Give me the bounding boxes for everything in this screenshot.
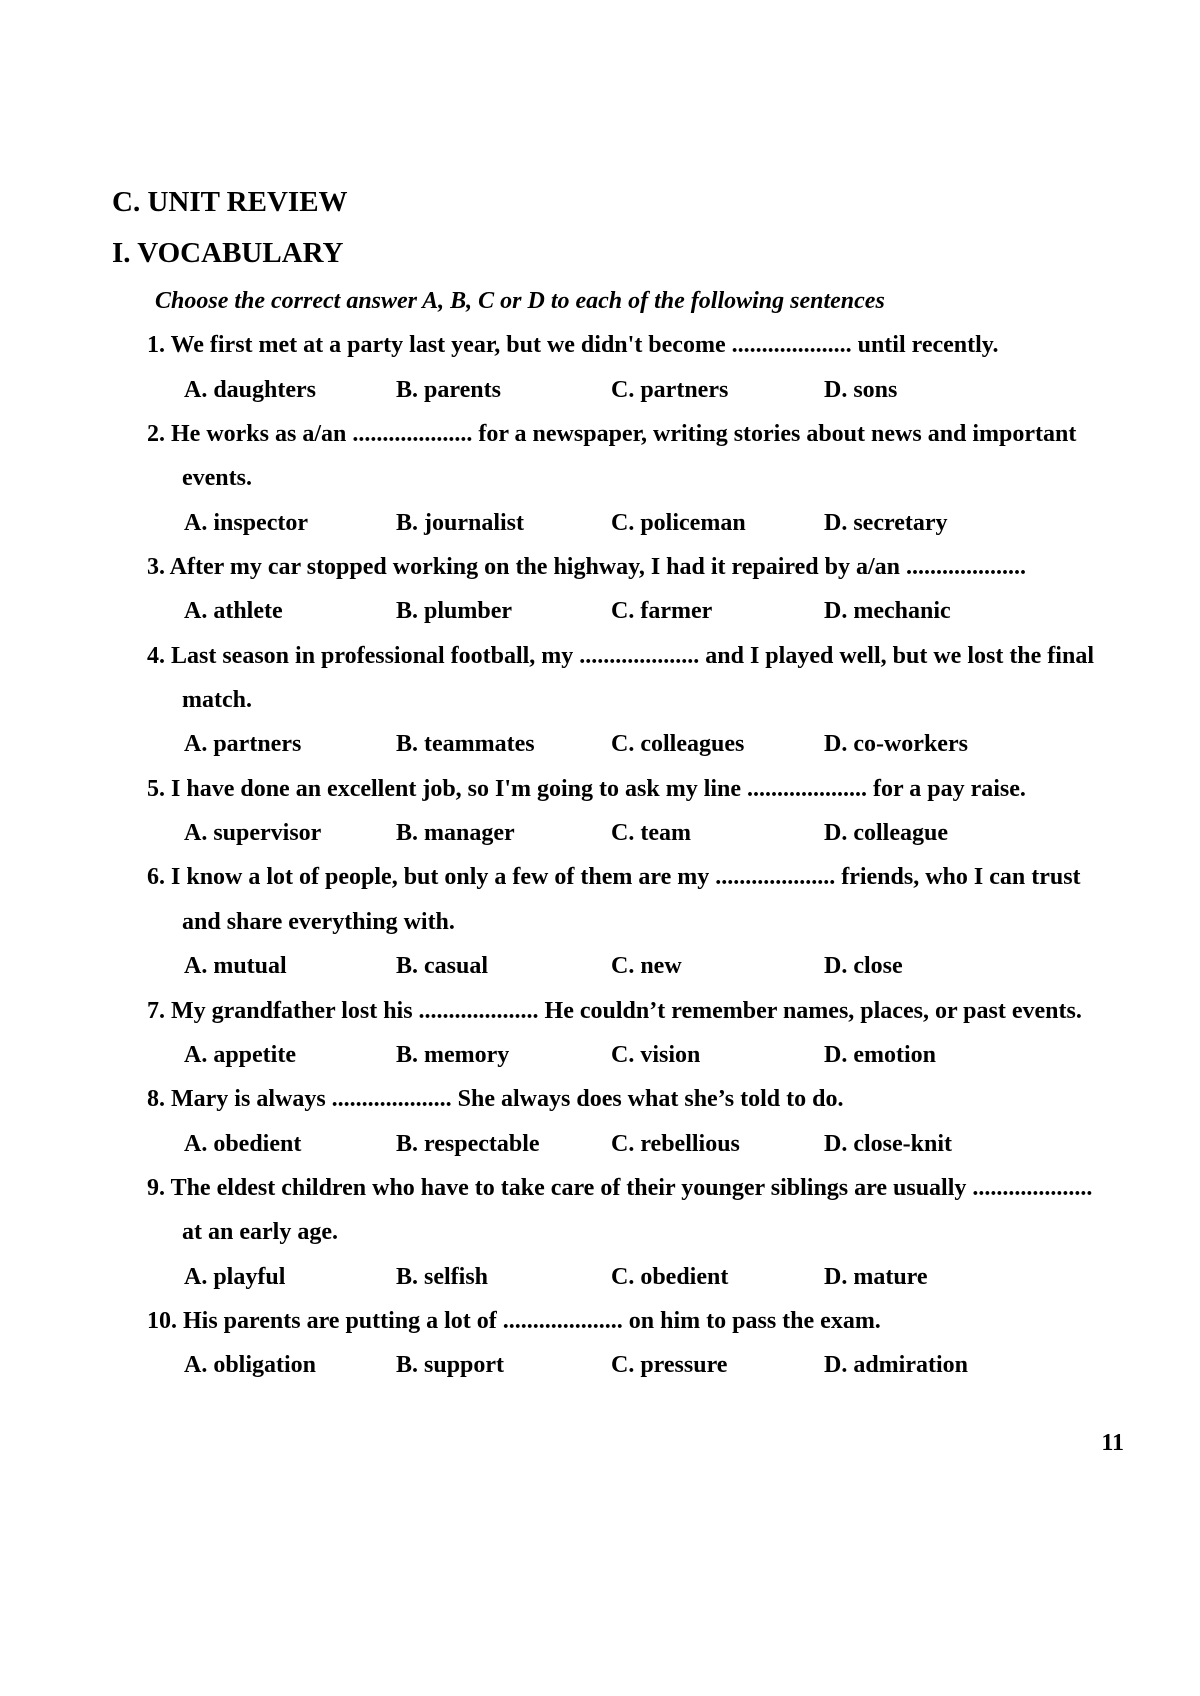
answer-options bbox=[0, 368, 1200, 412]
answer-options bbox=[0, 811, 1200, 855]
question-5 bbox=[0, 767, 1200, 856]
question-7 bbox=[0, 989, 1200, 1078]
answer-options bbox=[0, 501, 1200, 545]
option-c: C. partners bbox=[611, 376, 729, 403]
question-text-continued: and share everything with. bbox=[182, 908, 455, 935]
option-d: D. mature bbox=[824, 1263, 928, 1290]
page-number: 11 bbox=[1101, 1430, 1124, 1456]
answer-options bbox=[0, 1343, 1200, 1387]
option-a: A. appetite bbox=[184, 1041, 296, 1068]
option-d: D. close bbox=[824, 953, 903, 980]
option-c: C. vision bbox=[611, 1041, 701, 1068]
option-b: B. memory bbox=[396, 1041, 510, 1068]
question-text-continued: match. bbox=[182, 687, 252, 714]
question-text: 4. Last season in professional football, my .................... and I played well, but we lost the final bbox=[147, 642, 1094, 669]
option-a: A. obedient bbox=[184, 1130, 302, 1157]
option-b: B. manager bbox=[396, 820, 515, 847]
option-a: A. athlete bbox=[184, 598, 283, 625]
option-b: B. journalist bbox=[396, 509, 525, 536]
option-b: B. selfish bbox=[396, 1263, 489, 1290]
question-text: 3. After my car stopped working on the highway, I had it repaired by a/an .................... bbox=[147, 554, 1026, 581]
option-c: C. colleagues bbox=[611, 731, 745, 758]
option-c: C. policeman bbox=[611, 509, 746, 536]
option-b: B. teammates bbox=[396, 731, 535, 758]
option-d: D. emotion bbox=[824, 1041, 936, 1068]
option-d: D. mechanic bbox=[824, 598, 951, 625]
option-a: A. daughters bbox=[184, 376, 317, 403]
answer-options bbox=[0, 1122, 1200, 1166]
answer-options bbox=[0, 1255, 1200, 1299]
question-text: 2. He works as a/an .................... for a newspaper, writing stories about news and important bbox=[147, 421, 1077, 448]
question-text-continued: events. bbox=[182, 465, 252, 492]
option-d: D. close-knit bbox=[824, 1130, 952, 1157]
option-c: C. team bbox=[611, 820, 691, 847]
answer-options bbox=[0, 944, 1200, 988]
option-b: B. plumber bbox=[396, 598, 513, 625]
question-2 bbox=[0, 412, 1200, 545]
answer-options bbox=[0, 722, 1200, 766]
option-c: C. new bbox=[611, 953, 682, 980]
option-d: D. secretary bbox=[824, 509, 948, 536]
answer-options bbox=[0, 589, 1200, 633]
option-d: D. admiration bbox=[824, 1352, 968, 1379]
option-a: A. obligation bbox=[184, 1352, 317, 1379]
option-d: D. colleague bbox=[824, 820, 948, 847]
option-b: B. respectable bbox=[396, 1130, 540, 1157]
option-c: C. rebellious bbox=[611, 1130, 740, 1157]
question-8 bbox=[0, 1077, 1200, 1166]
question-9 bbox=[0, 1166, 1200, 1299]
option-d: D. sons bbox=[824, 376, 898, 403]
subsection-title: I. VOCABULARY bbox=[112, 237, 344, 269]
option-a: A. playful bbox=[184, 1263, 286, 1290]
option-a: A. inspector bbox=[184, 509, 308, 536]
answer-options bbox=[0, 1033, 1200, 1077]
option-a: A. mutual bbox=[184, 953, 287, 980]
option-b: B. support bbox=[396, 1352, 505, 1379]
option-b: B. parents bbox=[396, 376, 501, 403]
question-3 bbox=[0, 545, 1200, 634]
vocabulary-exercise bbox=[0, 279, 1200, 1388]
question-text: 8. Mary is always .................... She always does what she’s told to do. bbox=[147, 1086, 844, 1113]
option-c: C. farmer bbox=[611, 598, 713, 625]
question-1 bbox=[0, 323, 1200, 412]
option-a: A. partners bbox=[184, 731, 302, 758]
question-text: 9. The eldest children who have to take care of their younger siblings are usually .................... bbox=[147, 1174, 1093, 1201]
question-text: 5. I have done an excellent job, so I'm going to ask my line .................... for a pay raise. bbox=[147, 775, 1026, 802]
question-text: 10. His parents are putting a lot of .................... on him to pass the exam. bbox=[147, 1307, 881, 1334]
section-title: C. UNIT REVIEW bbox=[112, 186, 348, 218]
question-text-continued: at an early age. bbox=[182, 1219, 338, 1246]
question-text: 1. We first met at a party last year, but we didn't become .................... until recently. bbox=[147, 332, 999, 359]
option-c: C. obedient bbox=[611, 1263, 729, 1290]
instruction: Choose the correct answer A, B, C or D to each of the following sentences bbox=[155, 288, 885, 314]
question-4 bbox=[0, 634, 1200, 767]
option-c: C. pressure bbox=[611, 1352, 728, 1379]
question-text: 7. My grandfather lost his .................... He couldn’t remember names, places, or past events. bbox=[147, 997, 1082, 1024]
option-d: D. co-workers bbox=[824, 731, 968, 758]
question-10 bbox=[0, 1299, 1200, 1388]
option-b: B. casual bbox=[396, 953, 489, 980]
question-6 bbox=[0, 855, 1200, 988]
option-a: A. supervisor bbox=[184, 820, 322, 847]
question-text: 6. I know a lot of people, but only a few of them are my .................... friends, who I can trust bbox=[147, 864, 1081, 891]
